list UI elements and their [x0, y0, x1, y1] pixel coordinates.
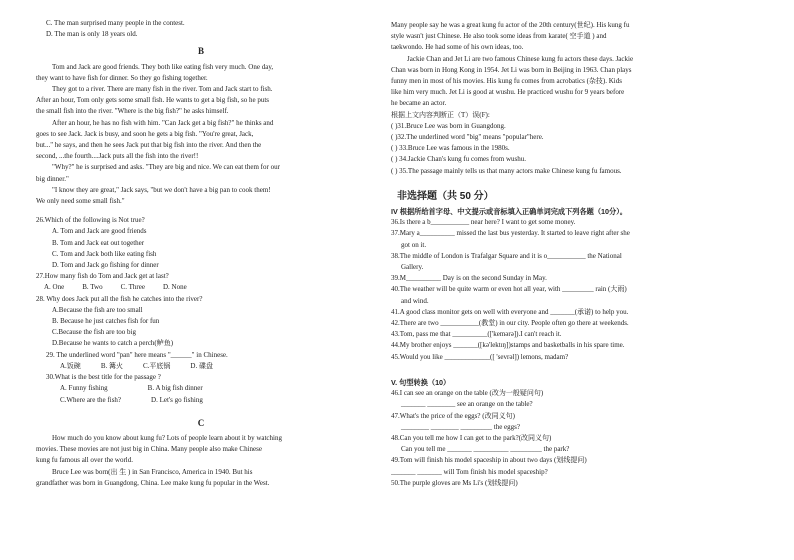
left-column [36, 18, 366, 489]
passage-line: the small fish into the river. "Where is the big fish?" he asks himself. [36, 107, 229, 116]
q29-options [36, 361, 366, 372]
fill-item: 43.Tom, pass me that __________(['kemərə]).I can't reach it. [391, 330, 562, 339]
option-line: C. The man surprised many people in the contest. [46, 19, 185, 27]
part4-heading: IV 根据所给首字母、中文提示或音标填入正确单词完成下列各题（10分）。 [391, 207, 627, 217]
part5-heading: V. 句型转换（10） [391, 377, 451, 387]
passage-line: they want to have fish for dinner. So they go fishing together. [36, 73, 208, 82]
passage-line: goes to see Jack. Jack is busy, and soon he gets a big fish. "You're great, Jack, [36, 129, 254, 138]
passage-line: he became an actor. [391, 99, 447, 108]
passage-line: like him very much. Jet Li is good at wushu. He practiced wushu for 9 years before [391, 88, 625, 97]
transform-item: 46.I can see an orange on the table (改为一般疑问句) [391, 389, 544, 398]
passage-line: big dinner." [36, 174, 69, 183]
fill-item: 42.There are two ___________(教堂) in our city. People often go there at weekends. [391, 319, 629, 328]
tf-item: ( ) 35.The passage mainly tells us that many actors make Chinese kung fu famous. [391, 166, 622, 175]
fill-item: 41.A good class monitor gets on well with everyone and _______(承诺) to help you. [391, 307, 629, 316]
question-29: 29. The underlined word "pan" here means "______" in Chinese. [46, 350, 228, 359]
passage-line: After an hour, Tom only gets some small fish. He wants to get a big fish, so he puts [36, 96, 269, 105]
fill-item: 38.The middle of London is Trafalgar Square and it is o___________ the National [391, 251, 622, 260]
option: A.饭碗 [60, 361, 81, 370]
passage-line: "I know they are great," Jack says, "but we don't have a big pan to cook them! [52, 185, 271, 194]
question-26: 26.Which of the following is Not true? [36, 216, 145, 225]
option-line: C. Tom and Jack both like eating fish [52, 249, 157, 258]
option: C.平底锅 [142, 361, 171, 370]
fill-item: 37.Mary a__________ missed the last bus yesterday. It started to leave right after she [391, 229, 630, 238]
passage-line: funny men in most of his movies. His kung fu comes from acrobatics (杂技). Kids [391, 77, 622, 86]
tf-item: ( ) 34.Jackie Chan's kung fu comes from wushu. [391, 155, 527, 164]
fill-item-cont: Gallery. [401, 263, 424, 272]
option: D. None [162, 283, 187, 292]
tf-item: ( )31.Bruce Lee was born in Guangdong. [391, 121, 506, 130]
q27-options [36, 282, 366, 293]
passage-line: Tom and Jack are good friends. They both like eating fish very much. One day, [52, 62, 274, 71]
question-28: 28. Why does Jack put all the fish he catches into the river? [36, 294, 203, 303]
passage-line: How much do you know about kung fu? Lots of people learn about it by watching [52, 433, 282, 442]
passage-line: Bruce Lee was born(出 生 ) in San Francisco, America in 1940. But his [52, 467, 253, 476]
tf-item: ( )32.The underlined word "big" means "popular"here. [391, 133, 544, 142]
option-line: D. Tom and Jack go fishing for dinner [52, 261, 159, 270]
transform-item: 50.The purple gloves are Ms Li's (划线提问) [391, 478, 518, 487]
passage-line: We only need some small fish." [36, 197, 125, 206]
option: B. A big fish dinner [147, 384, 203, 393]
passage-line: grandfather was born in Guangdong, China. Lee make kung fu popular in the West. [36, 478, 270, 487]
option: D. Let's go fishing [151, 395, 203, 404]
passage-line: kung fu famous all over the world. [36, 456, 134, 465]
question-27: 27.How many fish do Tom and Jack get at last? [36, 272, 169, 281]
passage-line: Jackie Chan and Jet Li are two famous Chinese kung fu actors these days. Jackie [407, 54, 634, 63]
passage-line: Chan was born in Hong Kong in 1954. Jet Li was born in Beijing in 1963. Chan plays [391, 65, 632, 74]
section-c-heading: C [197, 417, 205, 428]
option: D. 碟盘 [190, 361, 213, 370]
transform-answer-line: ________ ________ _________ the eggs? [401, 422, 520, 431]
option: C. Three [120, 283, 145, 292]
option-line: D. The man is only 18 years old. [46, 30, 138, 39]
transform-item: 47.What's the price of the eggs? (改同义句) [391, 411, 515, 420]
nonchoice-heading: 非选择题（共 50 分） [397, 190, 494, 202]
transform-answer-line: _______ ________ see an orange on the table? [401, 400, 533, 409]
option: A. One [44, 283, 65, 292]
transform-item: 49.Tom will finish his model spaceship in about two days (划线提问) [391, 456, 587, 465]
fill-item: 36.Is there a b___________ near here? I want to get some money. [391, 218, 576, 227]
transform-answer-line: Can you tell me _______ __________ _________ the park? [401, 445, 570, 454]
option-line: D.Because he wants to catch a perch(鲈鱼) [52, 339, 174, 348]
fill-item: 44.My brother enjoys _______([kə'lektɪŋ])stamps and basketballs in his spare time. [391, 341, 625, 350]
option-line: A. Tom and Jack are good friends [52, 227, 147, 236]
fill-item-cont: got on it. [401, 240, 427, 249]
passage-line: Many people say he was a great kung fu actor of the 20th century(世纪). His kung fu [391, 21, 630, 29]
passage-line: but..." he says, and then he sees Jack put that big fish into the river. And then the [36, 141, 262, 150]
option: B. 篝火 [100, 361, 123, 370]
tf-item: ( ) 33.Bruce Lee was famous in the 1980s. [391, 144, 510, 153]
option: A. Funny fishing [60, 384, 108, 393]
question-30: 30.What is the best title for the passage ? [46, 373, 161, 382]
fill-item: 40.The weather will be quite warm or even hot all year, with _________ rain (大雨) [391, 285, 627, 294]
option: C.Where are the fish? [60, 395, 122, 404]
fill-item: 39.M__________ Day is on the second Sunday in May. [391, 274, 547, 283]
passage-line: They got to a river. There are many fish in the river. Tom and Jack start to fish. [52, 85, 273, 94]
passage-line: second, ...the fourth....Jack puts all the fish into the river!! [36, 152, 199, 161]
fill-item-cont: and wind. [401, 296, 429, 305]
q30-options-row1 [36, 383, 366, 394]
passage-line: movies. These movies are not just big in China. Many people also make Chinese [36, 445, 262, 454]
passage-line: style wasn't just Chinese. He also took some ideas from karate( 空手道 ) and [391, 32, 607, 41]
section-b-heading: B [197, 46, 204, 57]
q30-options-row2 [36, 395, 366, 406]
option-line: C.Because the fish are too big [52, 328, 136, 337]
option-line: B. Because he just catches fish for fun [52, 317, 160, 326]
transform-item: 48.Can you tell me how I can get to the park?(改同义句) [391, 433, 552, 442]
option-line: A.Because the fish are too small [52, 305, 143, 314]
transform-answer-line: _______ _______ will Tom finish his model spaceship? [391, 467, 548, 476]
passage-line: After an hour, he has no fish with him. "Can Jack get a big fish?" he thinks and [52, 118, 274, 127]
passage-line: "Why?" he is surprised and asks. "They are big and nice. We can eat them for our [52, 163, 280, 172]
right-column [391, 20, 721, 489]
option: B. Two [82, 283, 103, 292]
option-line: B. Tom and Jack eat out together [52, 238, 145, 247]
passage-line: taekwondo. He had some of his own ideas, too. [391, 43, 524, 52]
tf-instruction: 根据上文内容判断正（T）误(F): [391, 110, 490, 119]
fill-item: 45.Would you like _____________([ 'sevrəl]) lemons, madam? [391, 352, 569, 361]
